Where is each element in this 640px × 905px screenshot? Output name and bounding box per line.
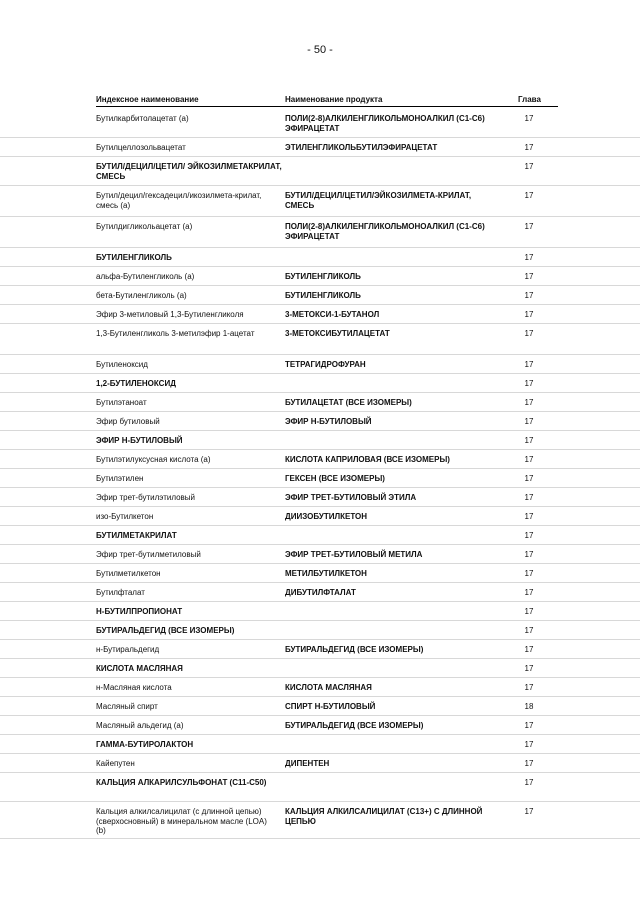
- chapter-cell: 17: [524, 398, 534, 407]
- table-row: [0, 545, 640, 564]
- index-name-cell: Кайепутен: [96, 759, 135, 768]
- table-row: [0, 602, 640, 621]
- index-name-cell: Бутилкарбитолацетат (a): [96, 114, 189, 123]
- index-name-cell: изо-Бутилкетон: [96, 512, 154, 521]
- table-row: [0, 469, 640, 488]
- table-row: [0, 305, 640, 324]
- table-row: [0, 138, 640, 157]
- chapter-cell: 17: [524, 683, 534, 692]
- table-row: [0, 621, 640, 640]
- table-body: [0, 109, 640, 839]
- index-name-cell: Эфир бутиловый: [96, 417, 160, 426]
- chapter-cell: 17: [524, 222, 534, 231]
- table-row: [0, 431, 640, 450]
- table-row: [0, 186, 640, 217]
- index-name-cell: КАЛЬЦИЯ АЛКАРИЛСУЛЬФОНАТ (С11-С50): [96, 778, 267, 787]
- product-name-cell: ДИИЗОБУТИЛКЕТОН: [285, 512, 368, 521]
- chapter-cell: 17: [524, 493, 534, 502]
- index-name-cell: ЭФИР Н-БУТИЛОВЫЙ: [96, 436, 183, 445]
- index-name-cell: Бутил/децил/гексадецил/икозилмета-крилат, смесь (a): [96, 191, 262, 210]
- table-row: [0, 217, 640, 248]
- chapter-cell: 17: [524, 778, 534, 787]
- product-name-cell: ГЕКСЕН (ВСЕ ИЗОМЕРЫ): [285, 474, 385, 483]
- product-name-cell: БУТИЛЕНГЛИКОЛЬ: [285, 272, 361, 281]
- index-name-cell: Бутилдигликольацетат (a): [96, 222, 193, 231]
- chapter-cell: 17: [524, 474, 534, 483]
- table-row: [0, 286, 640, 305]
- product-name-cell: ДИБУТИЛФТАЛАТ: [285, 588, 356, 597]
- table-row: [0, 393, 640, 412]
- header-index-name: Индексное наименование: [96, 95, 199, 104]
- chapter-cell: 17: [524, 436, 534, 445]
- index-name-cell: Бутилэтилен: [96, 474, 144, 483]
- table-row: [0, 324, 640, 355]
- table-row: [0, 735, 640, 754]
- table-row: [0, 157, 640, 186]
- index-name-cell: Кальция алкилсалицилат (с длинной цепью) (сверхосновный) в минеральном масле (LOA) (b): [96, 807, 267, 835]
- chapter-cell: 17: [524, 807, 534, 816]
- table-row: [0, 583, 640, 602]
- chapter-cell: 17: [524, 607, 534, 616]
- table-row: [0, 248, 640, 267]
- product-name-cell: КИСЛОТА МАСЛЯНАЯ: [285, 683, 372, 692]
- chapter-cell: 17: [524, 588, 534, 597]
- index-name-cell: н-Масляная кислота: [96, 683, 172, 692]
- table-row: [0, 374, 640, 393]
- index-name-cell: Бутилэтилуксусная кислота (a): [96, 455, 211, 464]
- product-name-cell: 3-МЕТОКСИ-1-БУТАНОЛ: [285, 310, 380, 319]
- table-row: [0, 450, 640, 469]
- product-name-cell: КАЛЬЦИЯ АЛКИЛСАЛИЦИЛАТ (C13+) С ДЛИННОЙ ЦЕПЬЮ: [285, 807, 483, 826]
- index-name-cell: Бутилфталат: [96, 588, 145, 597]
- product-name-cell: МЕТИЛБУТИЛКЕТОН: [285, 569, 367, 578]
- index-name-cell: 1,2-БУТИЛЕНОКСИД: [96, 379, 176, 388]
- chapter-cell: 17: [524, 162, 534, 171]
- chapter-cell: 17: [524, 253, 534, 262]
- index-name-cell: альфа-Бутиленгликоль (a): [96, 272, 195, 281]
- product-name-cell: ЭФИР ТРЕТ-БУТИЛОВЫЙ МЕТИЛА: [285, 550, 423, 559]
- chapter-cell: 17: [524, 417, 534, 426]
- chapter-cell: 17: [524, 512, 534, 521]
- chapter-cell: 17: [524, 531, 534, 540]
- table-row: [0, 659, 640, 678]
- product-name-cell: ТЕТРАГИДРОФУРАН: [285, 360, 366, 369]
- index-name-cell: Бутиленоксид: [96, 360, 148, 369]
- index-name-cell: БУТИЛЕНГЛИКОЛЬ: [96, 253, 172, 262]
- product-name-cell: 3-МЕТОКСИБУТИЛАЦЕТАТ: [285, 329, 390, 338]
- index-name-cell: Эфир трет-бутилэтиловый: [96, 493, 196, 502]
- index-name-cell: бета-Бутиленгликоль (a): [96, 291, 187, 300]
- table-row: [0, 109, 640, 138]
- product-name-cell: БУТИРАЛЬДЕГИД (ВСЕ ИЗОМЕРЫ): [285, 645, 424, 654]
- index-name-cell: Эфир 3-метиловый 1,3-Бутиленгликоля: [96, 310, 244, 319]
- index-name-cell: Бутилцеллозольвацетат: [96, 143, 186, 152]
- product-name-cell: ЭФИР Н-БУТИЛОВЫЙ: [285, 417, 372, 426]
- product-name-cell: БУТИЛЕНГЛИКОЛЬ: [285, 291, 361, 300]
- table-row: [0, 526, 640, 545]
- index-name-cell: Масляный альдегид (a): [96, 721, 184, 730]
- chapter-cell: 17: [524, 310, 534, 319]
- chapter-cell: 17: [524, 360, 534, 369]
- page-number: - 50 -: [307, 44, 333, 56]
- chapter-cell: 17: [524, 626, 534, 635]
- index-name-cell: н-Бутиральдегид: [96, 645, 160, 654]
- product-name-cell: БУТИЛ/ДЕЦИЛ/ЦЕТИЛ/ЭЙКОЗИЛМЕТА-КРИЛАТ, СМЕСЬ: [285, 191, 472, 210]
- table-header: [96, 94, 558, 107]
- chapter-cell: 17: [524, 759, 534, 768]
- chapter-cell: 17: [524, 550, 534, 559]
- table-row: [0, 773, 640, 802]
- chapter-cell: 17: [524, 569, 534, 578]
- index-name-cell: ГАММА-БУТИРОЛАКТОН: [96, 740, 194, 749]
- index-name-cell: 1,3-Бутиленгликоль 3-метилэфир 1-ацетат: [96, 329, 255, 338]
- header-product-name: Наименование продукта: [285, 95, 383, 104]
- product-name-cell: ЭФИР ТРЕТ-БУТИЛОВЫЙ ЭТИЛА: [285, 493, 417, 502]
- chapter-cell: 17: [524, 329, 534, 338]
- index-name-cell: Эфир трет-бутилметиловый: [96, 550, 201, 559]
- index-name-cell: БУТИЛМЕТАКРИЛАТ: [96, 531, 177, 540]
- index-name-cell: БУТИРАЛЬДЕГИД (ВСЕ ИЗОМЕРЫ): [96, 626, 235, 635]
- product-name-cell: СПИРТ Н-БУТИЛОВЫЙ: [285, 702, 376, 711]
- table-row: [0, 640, 640, 659]
- table-row: [0, 716, 640, 735]
- table-row: [0, 355, 640, 374]
- chapter-cell: 17: [524, 721, 534, 730]
- table-row: [0, 754, 640, 773]
- product-name-cell: БУТИЛАЦЕТАТ (ВСЕ ИЗОМЕРЫ): [285, 398, 412, 407]
- chapter-cell: 17: [524, 740, 534, 749]
- table-row: [0, 678, 640, 697]
- product-name-cell: БУТИРАЛЬДЕГИД (ВСЕ ИЗОМЕРЫ): [285, 721, 424, 730]
- index-name-cell: Бутилметилкетон: [96, 569, 161, 578]
- index-name-cell: БУТИЛ/ДЕЦИЛ/ЦЕТИЛ/ ЭЙКОЗИЛМЕТАКРИЛАТ, СМЕСЬ: [96, 162, 282, 181]
- chapter-cell: 17: [524, 291, 534, 300]
- product-name-cell: КИСЛОТА КАПРИЛОВАЯ (ВСЕ ИЗОМЕРЫ): [285, 455, 450, 464]
- product-name-cell: ПОЛИ(2-8)АЛКИЛЕНГЛИКОЛЬМОНОАЛКИЛ (C1-C6) ЭФИРАЦЕТАТ: [285, 114, 485, 133]
- table-row: [0, 267, 640, 286]
- index-name-cell: Н-БУТИЛПРОПИОНАТ: [96, 607, 183, 616]
- index-name-cell: Бутилэтаноат: [96, 398, 147, 407]
- product-name-cell: ДИПЕНТЕН: [285, 759, 330, 768]
- table-row: [0, 802, 640, 839]
- table-row: [0, 697, 640, 716]
- chapter-cell: 17: [524, 191, 534, 200]
- chapter-cell: 17: [524, 272, 534, 281]
- chapter-cell: 17: [524, 455, 534, 464]
- index-name-cell: Масляный спирт: [96, 702, 158, 711]
- table-row: [0, 507, 640, 526]
- product-name-cell: ПОЛИ(2-8)АЛКИЛЕНГЛИКОЛЬМОНОАЛКИЛ (C1-C6) ЭФИРАЦЕТАТ: [285, 222, 485, 241]
- table-row: [0, 488, 640, 507]
- chapter-cell: 17: [524, 143, 534, 152]
- chapter-cell: 17: [524, 645, 534, 654]
- header-chapter: Глава: [518, 95, 541, 104]
- chapter-cell: 17: [524, 114, 534, 123]
- table-row: [0, 564, 640, 583]
- chapter-cell: 17: [524, 379, 534, 388]
- chapter-cell: 17: [524, 664, 534, 673]
- chapter-cell: 18: [524, 702, 534, 711]
- product-name-cell: ЭТИЛЕНГЛИКОЛЬБУТИЛЭФИРАЦЕТАТ: [285, 143, 438, 152]
- index-name-cell: КИСЛОТА МАСЛЯНАЯ: [96, 664, 183, 673]
- table-row: [0, 412, 640, 431]
